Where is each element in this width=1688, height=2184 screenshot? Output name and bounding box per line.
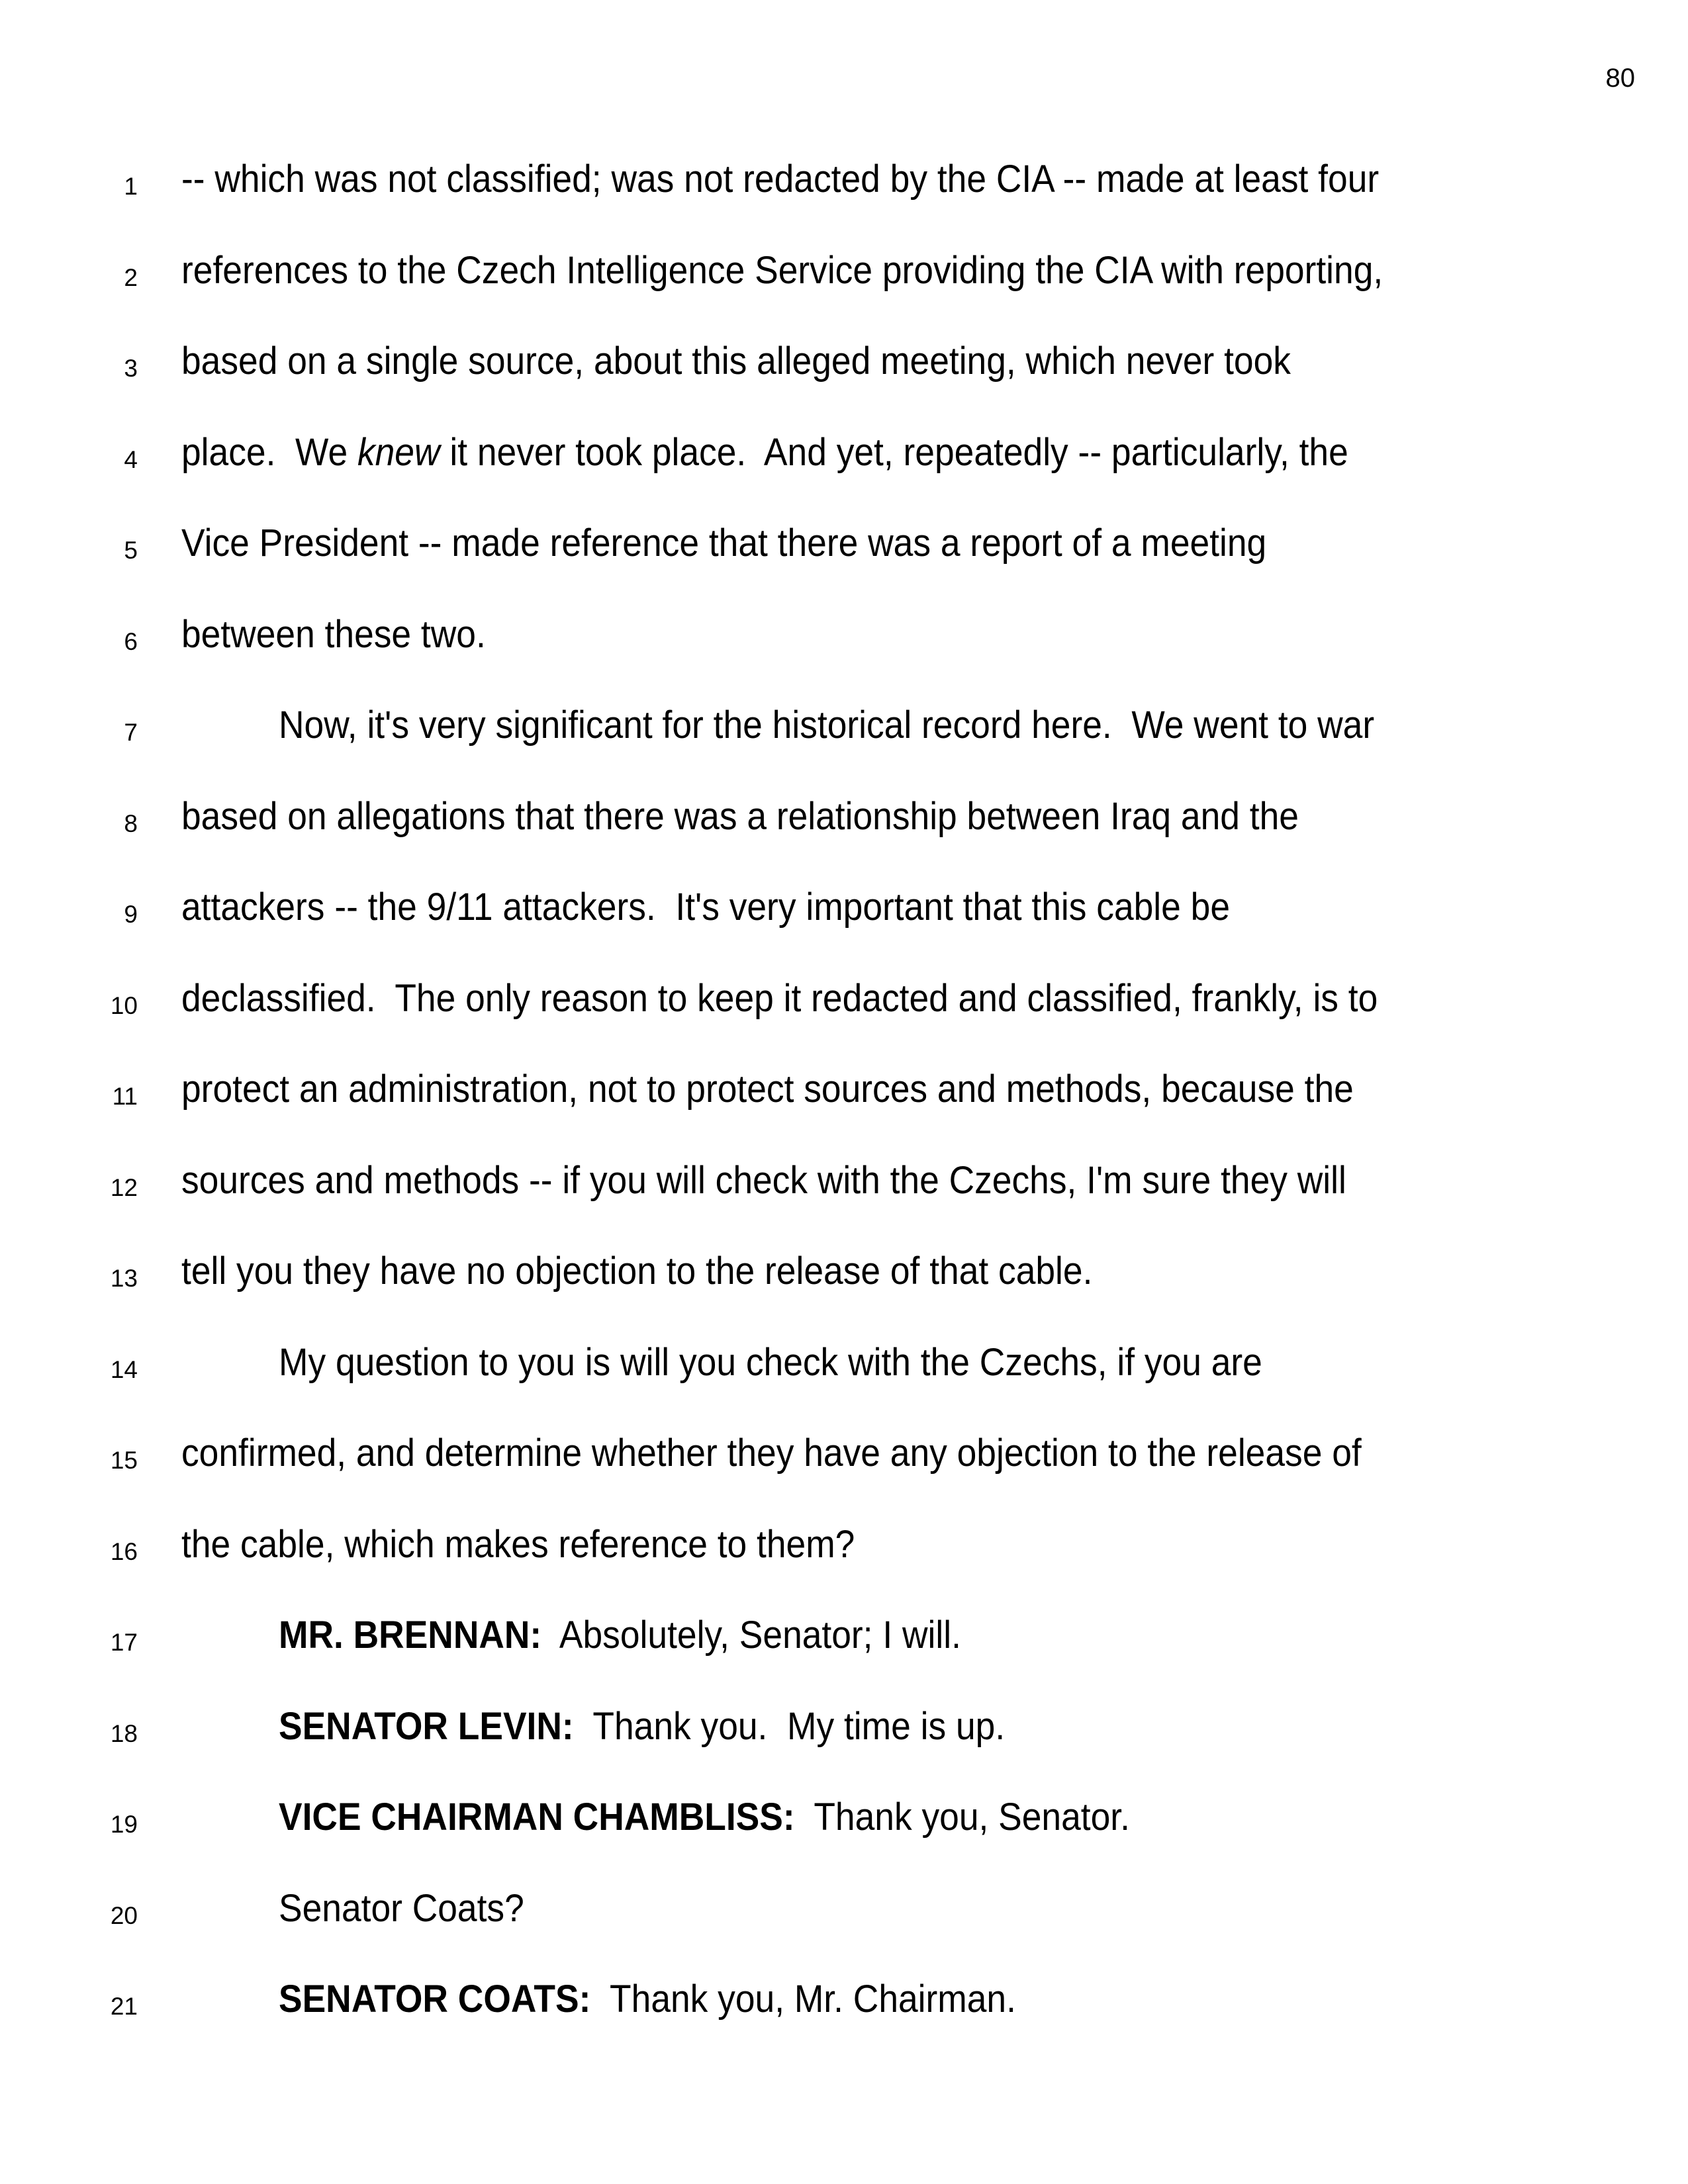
line-number: 9	[124, 901, 138, 928]
line-text	[279, 1886, 524, 1930]
text-segment: the cable, which makes reference to them?	[181, 1522, 855, 1566]
transcript-line	[0, 426, 1688, 472]
text-segment: Thank you, Senator.	[794, 1796, 1130, 1839]
line-number: 16	[110, 1537, 138, 1565]
line-number: 12	[110, 1173, 138, 1201]
transcript-line	[0, 1700, 1688, 1746]
line-text	[181, 430, 1348, 474]
text-segment: Thank you, Mr. Chairman.	[590, 1978, 1016, 2021]
line-number: 13	[110, 1265, 138, 1292]
line-text	[181, 976, 1378, 1020]
text-segment: based on a single source, about this alleged meeting, which never took	[181, 340, 1291, 383]
transcript-line	[0, 516, 1688, 563]
text-segment: protect an administration, not to protect sources and methods, because the	[181, 1068, 1354, 1111]
text-segment: place. We	[181, 430, 357, 474]
transcript-line	[0, 244, 1688, 290]
line-text	[181, 1070, 1354, 1109]
line-number: 21	[110, 1993, 138, 2020]
text-segment: references to the Czech Intelligence Service providing the CIA with reporting,	[181, 248, 1383, 292]
text-segment: Now, it's very significant for the historical record here. We went to war	[279, 704, 1375, 747]
line-number: 17	[110, 1629, 138, 1656]
speaker-label: SENATOR LEVIN:	[279, 1704, 574, 1748]
text-segment: declassified. The only reason to keep it redacted and classified, frankly, is to	[181, 976, 1378, 1020]
transcript-line	[0, 1790, 1688, 1837]
text-segment: based on allegations that there was a relationship between Iraq and the	[181, 794, 1299, 838]
line-number: 18	[110, 1719, 138, 1747]
transcript-line	[0, 880, 1688, 927]
transcript-line	[0, 1518, 1688, 1564]
line-number: 6	[124, 627, 138, 655]
text-segment: My question to you is will you check with the Czechs, if you are	[279, 1340, 1262, 1384]
line-number: 7	[124, 719, 138, 746]
emphasis-text: knew	[357, 430, 440, 474]
transcript-line	[0, 608, 1688, 654]
transcript-line	[0, 1882, 1688, 1928]
line-text	[181, 524, 1266, 563]
line-text	[181, 1252, 1092, 1291]
line-number: 4	[124, 445, 138, 473]
text-segment: Senator Coats?	[279, 1886, 524, 1930]
line-text	[279, 706, 1374, 745]
line-text	[279, 1340, 1262, 1384]
transcript-line	[0, 698, 1688, 745]
line-text	[279, 1616, 961, 1655]
line-number: 10	[110, 991, 138, 1019]
line-number: 1	[124, 173, 138, 200]
line-text	[181, 1158, 1346, 1202]
speaker-label: SENATOR COATS:	[279, 1978, 591, 2021]
text-segment: Absolutely, Senator; I will.	[541, 1614, 961, 1657]
transcript-line	[0, 1336, 1688, 1382]
text-segment: between these two.	[181, 612, 486, 656]
line-text	[181, 888, 1230, 927]
line-number: 3	[124, 355, 138, 382]
line-number: 5	[124, 537, 138, 564]
transcript-line	[0, 1608, 1688, 1655]
transcript-line	[0, 972, 1688, 1018]
line-text	[181, 248, 1383, 292]
text-segment: it never took place. And yet, repeatedly -- particularly, the	[440, 430, 1348, 474]
transcript-line	[0, 1154, 1688, 1200]
text-segment: Thank you. My time is up.	[573, 1704, 1006, 1748]
line-text	[181, 794, 1299, 838]
text-segment: confirmed, and determine whether they have any objection to the release of	[181, 1432, 1362, 1475]
line-number: 11	[112, 1083, 138, 1110]
text-segment: attackers -- the 9/11 attackers. It's very important that this cable be	[181, 886, 1231, 929]
text-segment: -- which was not classified; was not redacted by the CIA -- made at least four	[181, 158, 1380, 201]
transcript-line	[0, 1426, 1688, 1473]
line-text	[181, 1434, 1362, 1473]
line-text	[181, 612, 486, 656]
speaker-label: MR. BRENNAN:	[279, 1614, 542, 1657]
line-number: 15	[110, 1447, 138, 1474]
line-number: 20	[110, 1901, 138, 1929]
transcript-line	[0, 1972, 1688, 2019]
line-text	[279, 1704, 1006, 1748]
line-text	[181, 1522, 855, 1566]
text-segment: tell you they have no objection to the release of that cable.	[181, 1250, 1093, 1293]
text-segment: sources and methods -- if you will check with the Czechs, I'm sure they will	[181, 1158, 1346, 1202]
page-number: 80	[1605, 64, 1635, 93]
line-number: 14	[110, 1355, 138, 1383]
speaker-label: VICE CHAIRMAN CHAMBLISS:	[279, 1796, 795, 1839]
line-number: 8	[124, 809, 138, 837]
line-text	[181, 160, 1379, 199]
text-segment: Vice President -- made reference that there was a report of a meeting	[181, 522, 1267, 565]
line-number: 19	[110, 1811, 138, 1838]
transcript-line	[0, 1062, 1688, 1109]
line-text	[279, 1798, 1130, 1837]
transcript-line	[0, 152, 1688, 199]
line-text	[279, 1980, 1016, 2019]
transcript-line	[0, 1244, 1688, 1291]
line-number: 2	[124, 263, 138, 291]
transcript-line	[0, 334, 1688, 381]
transcript-line	[0, 790, 1688, 836]
line-text	[181, 342, 1291, 381]
